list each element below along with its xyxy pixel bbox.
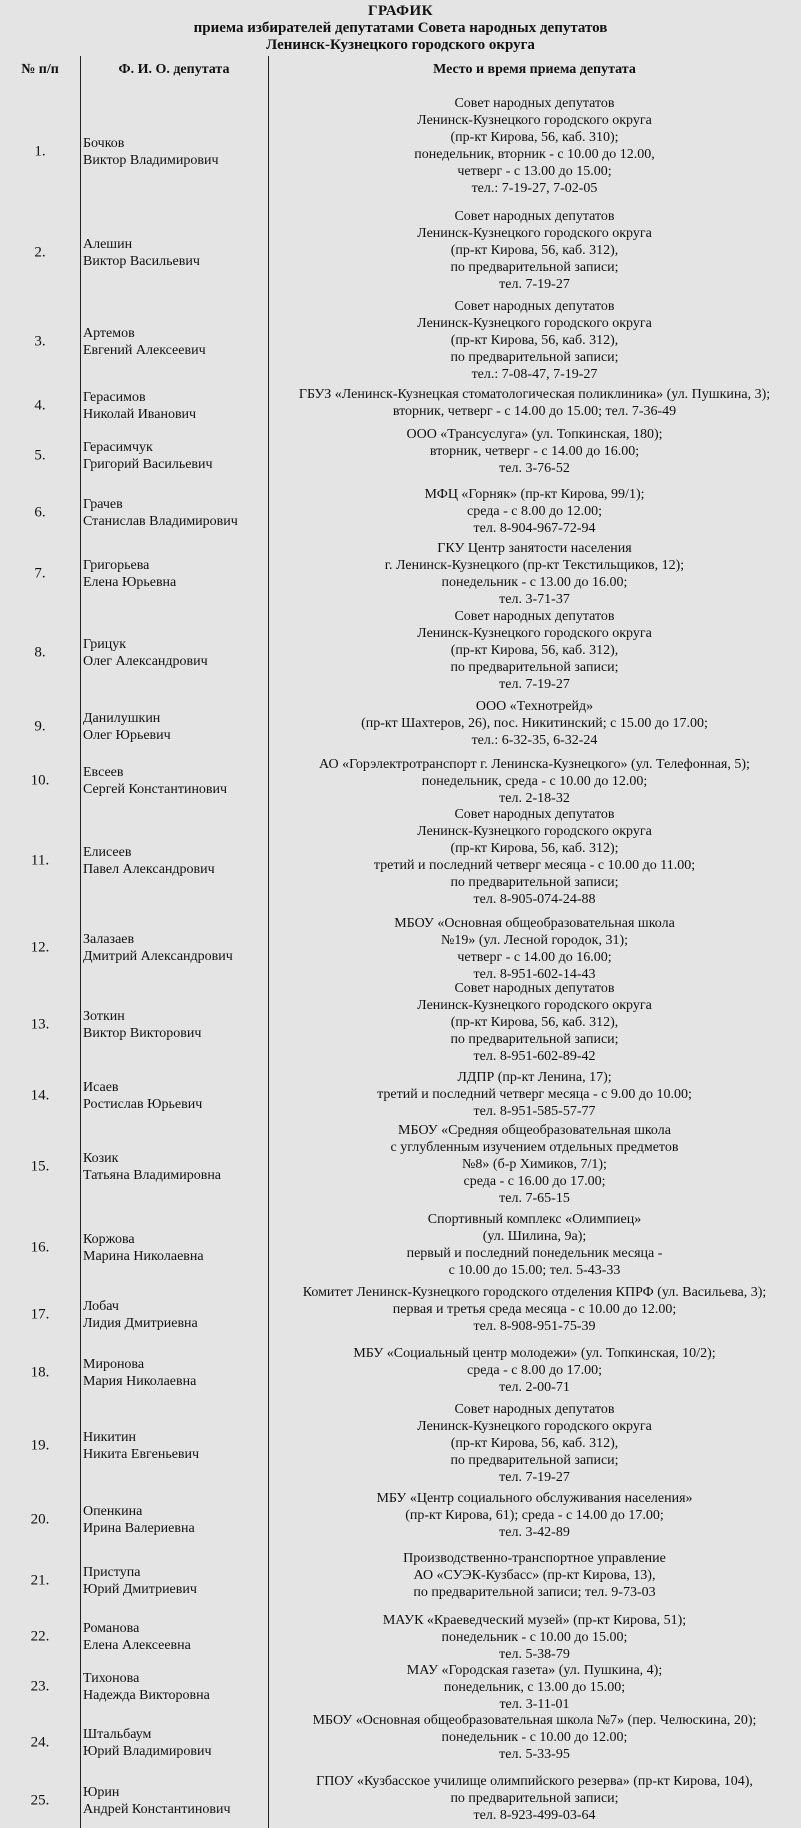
- row-number: 8.: [34, 644, 46, 661]
- reception-place-time: [268, 980, 801, 1065]
- deputy-name: [80, 710, 271, 744]
- row-number: 15.: [30, 1158, 50, 1174]
- deputy-name: [80, 389, 271, 423]
- reception-detail-line: МБОУ «Основная общеобразовательная школа №7» (пер. Челюскина, 20);: [312, 1713, 757, 1728]
- reception-detail-line: МБОУ «Средняя общеобразовательная школа: [398, 1123, 671, 1138]
- reception-detail-line: Совет народных депутатов: [454, 981, 615, 996]
- deputy-name: [80, 1429, 271, 1463]
- reception-detail-line: по предварительной записи; тел. 9-73-03: [413, 1585, 656, 1600]
- deputy-given-names: Виктор Викторович: [83, 1025, 202, 1041]
- deputy-given-names: Елена Алексеевна: [83, 1638, 191, 1653]
- deputy-name: [80, 1726, 271, 1760]
- reception-detail-line: тел. 7-65-15: [499, 1191, 570, 1206]
- reception-detail-line: (пр-кт Кирова, 56, каб. 312),: [450, 333, 619, 348]
- deputy-name: [80, 1231, 271, 1265]
- row-number: 18.: [30, 1364, 50, 1381]
- row-number: 25.: [30, 1792, 50, 1808]
- deputy-name: [80, 636, 271, 670]
- row-number: 20.: [30, 1511, 50, 1528]
- reception-place-time: [268, 540, 801, 608]
- deputy-surname: Грачев: [83, 497, 123, 512]
- deputy-surname: Романова: [83, 1621, 140, 1636]
- reception-detail-line: тел. 8-923-499-03-64: [473, 1808, 596, 1823]
- deputy-surname: Бочков: [83, 135, 125, 151]
- deputy-given-names: Марина Николаевна: [83, 1248, 204, 1264]
- row-number: 6.: [34, 504, 46, 521]
- reception-detail-line: понедельник, среда - с 10.00 до 12.00;: [421, 774, 648, 789]
- reception-detail-line: ГБУЗ «Ленинск-Кузнецкая стоматологическая поликлиника» (ул. Пушкина, 3);: [298, 387, 771, 402]
- reception-detail-line: (ул. Шилина, 9а);: [482, 1229, 587, 1244]
- table-row: [0, 95, 801, 208]
- deputy-given-names: Станислав Владимирович: [83, 514, 238, 529]
- reception-place-time: [268, 1773, 801, 1824]
- deputy-name: [80, 1150, 271, 1184]
- deputy-given-names: Дмитрий Александрович: [83, 948, 233, 964]
- deputy-surname: Опенкина: [83, 1504, 143, 1519]
- reception-detail-line: тел. 3-76-52: [499, 461, 570, 476]
- column-header-name: Ф. И. О. депутата: [118, 62, 230, 77]
- reception-place-time: [268, 208, 801, 293]
- reception-detail-line: Совет народных депутатов: [454, 1402, 615, 1417]
- reception-detail-line: тел. 7-19-27: [499, 677, 570, 692]
- reception-place-time: [268, 1211, 801, 1279]
- deputy-name: [80, 439, 271, 473]
- reception-detail-line: Ленинск-Кузнецкого городского округа: [417, 226, 652, 241]
- reception-detail-line: понедельник, вторник - с 10.00 до 12.00,: [414, 147, 655, 162]
- row-number: 11.: [30, 852, 50, 868]
- reception-place-time: [268, 298, 801, 383]
- reception-detail-line: тел. 3-42-89: [499, 1525, 570, 1540]
- reception-detail-line: с 10.00 до 15.00; тел. 5-43-33: [448, 1263, 621, 1278]
- deputy-surname: Юрин: [83, 1784, 120, 1800]
- reception-detail-line: (пр-кт Кирова, 56, каб. 312),: [450, 1015, 619, 1030]
- reception-detail-line: тел. 2-00-71: [499, 1380, 570, 1395]
- table-row: [0, 1662, 801, 1712]
- deputy-given-names: Ирина Валериевна: [83, 1521, 195, 1536]
- row-number: 16.: [30, 1239, 50, 1255]
- reception-detail-line: тел. 5-38-79: [499, 1647, 570, 1662]
- table-row: [0, 208, 801, 298]
- reception-detail-line: ГПОУ «Кузбасское училище олимпийского резерва» (пр-кт Кирова, 104),: [316, 1774, 753, 1789]
- reception-detail-line: по предварительной записи;: [450, 1032, 619, 1047]
- table-row: [0, 1773, 801, 1828]
- document-subtitle-1: приема избирателей депутатами Совета народных депутатов: [193, 20, 608, 36]
- reception-detail-line: Комитет Ленинск-Кузнецкого городского отделения КПРФ (ул. Васильева, 3);: [302, 1285, 767, 1300]
- row-number: 14.: [30, 1087, 50, 1103]
- deputy-name: [80, 496, 271, 530]
- reception-detail-line: №19» (ул. Лесной городок, 31);: [440, 933, 629, 948]
- reception-detail-line: МБОУ «Основная общеобразовательная школа: [394, 916, 675, 931]
- reception-detail-line: четверг - с 13.00 до 15.00;: [457, 164, 612, 179]
- deputy-surname: Коржова: [83, 1231, 135, 1247]
- table-row: [0, 1612, 801, 1662]
- deputy-name: [80, 1784, 271, 1818]
- deputy-given-names: Сергей Константинович: [83, 782, 228, 797]
- table-row: [0, 915, 801, 980]
- reception-detail-line: по предварительной записи;: [450, 260, 619, 275]
- table-row: [0, 386, 801, 426]
- deputy-name: [80, 557, 271, 591]
- deputy-given-names: Елена Юрьевна: [83, 575, 177, 590]
- reception-place-time: [268, 386, 801, 420]
- row-number: 21.: [30, 1572, 50, 1589]
- deputy-given-names: Григорий Васильевич: [83, 457, 213, 472]
- row-number: 10.: [30, 772, 50, 789]
- column-header-number: № п/п: [21, 62, 59, 77]
- row-number: 12.: [30, 939, 50, 955]
- reception-detail-line: АО «Горэлектротранспорт г. Ленинска-Кузнецкого» (ул. Телефонная, 5);: [319, 757, 750, 772]
- reception-detail-line: ООО «Трансуслуга» (ул. Топкинская, 180);: [406, 427, 663, 442]
- reception-detail-line: тел. 7-19-27: [499, 277, 570, 292]
- reception-detail-line: тел. 8-908-951-75-39: [473, 1319, 596, 1334]
- row-number: 23.: [30, 1678, 50, 1695]
- deputy-given-names: Виктор Владимирович: [83, 152, 219, 168]
- table-row: [0, 756, 801, 806]
- reception-detail-line: тел.: 7-08-47, 7-19-27: [471, 367, 598, 382]
- reception-detail-line: Совет народных депутатов: [454, 609, 615, 624]
- table-row: [0, 608, 801, 698]
- reception-detail-line: тел.: 7-19-27, 7-02-05: [471, 181, 598, 196]
- row-number: 19.: [30, 1437, 50, 1453]
- reception-detail-line: (пр-кт Шахтеров, 26), пос. Никитинский; с 15.00 до 17.00;: [361, 716, 708, 731]
- table-row: [0, 1211, 801, 1284]
- reception-detail-line: среда - с 8.00 до 12.00;: [467, 504, 602, 519]
- reception-detail-line: №8» (б-р Химиков, 7/1);: [462, 1157, 607, 1172]
- reception-detail-line: Ленинск-Кузнецкого городского округа: [417, 1419, 652, 1434]
- deputy-given-names: Николай Иванович: [83, 407, 197, 422]
- reception-detail-line: (пр-кт Кирова, 61); среда - с 14.00 до 17.00;: [405, 1508, 664, 1523]
- row-number: 13.: [30, 1016, 50, 1032]
- reception-detail-line: тел. 2-18-32: [499, 791, 570, 806]
- reception-detail-line: тел. 8-904-967-72-94: [473, 521, 596, 536]
- deputy-name: [80, 931, 271, 965]
- reception-detail-line: Ленинск-Кузнецкого городского округа: [417, 113, 652, 128]
- reception-detail-line: третий и последний четверг месяца - с 10.00 до 11.00;: [373, 858, 696, 873]
- table-row: [0, 1345, 801, 1401]
- reception-detail-line: тел. 5-33-95: [499, 1747, 570, 1762]
- deputy-surname: Артемов: [83, 326, 135, 341]
- table-row: [0, 1490, 801, 1550]
- deputy-surname: Грицук: [83, 637, 126, 652]
- reception-detail-line: тел. 3-71-37: [499, 592, 570, 607]
- deputy-name: [80, 325, 271, 359]
- deputy-given-names: Никита Евгеньевич: [83, 1446, 200, 1462]
- deputy-given-names: Ростислав Юрьевич: [83, 1096, 203, 1112]
- deputy-given-names: Виктор Васильевич: [83, 254, 200, 269]
- reception-detail-line: МБУ «Социальный центр молодежи» (ул. Топкинская, 10/2);: [353, 1346, 716, 1361]
- deputy-name: [80, 1079, 271, 1113]
- reception-detail-line: по предварительной записи;: [450, 1453, 619, 1468]
- reception-detail-line: МФЦ «Горняк» (пр-кт Кирова, 99/1);: [424, 487, 645, 502]
- row-number: 4.: [34, 397, 46, 414]
- reception-detail-line: г. Ленинск-Кузнецкого (пр-кт Текстильщиков, 12);: [384, 558, 685, 573]
- row-number: 3.: [34, 333, 46, 350]
- deputy-name: [80, 764, 271, 798]
- reception-detail-line: среда - с 8.00 до 17.00;: [467, 1363, 602, 1378]
- reception-detail-line: третий и последний четверг месяца - с 9.00 до 10.00;: [377, 1087, 692, 1102]
- reception-detail-line: МАУ «Городская газета» (ул. Пушкина, 4);: [406, 1663, 663, 1678]
- deputy-surname: Никитин: [83, 1429, 136, 1445]
- table-row: [0, 1122, 801, 1211]
- deputy-surname: Алешин: [83, 237, 133, 252]
- reception-detail-line: Совет народных депутатов: [454, 299, 615, 314]
- deputy-surname: Григорьева: [83, 558, 150, 573]
- document-header: [0, 0, 801, 54]
- deputy-given-names: Юрий Дмитриевич: [83, 1582, 197, 1597]
- reception-detail-line: (пр-кт Кирова, 56, каб. 312);: [450, 841, 619, 856]
- reception-detail-line: (пр-кт Кирова, 56, каб. 312),: [450, 243, 619, 258]
- deputy-given-names: Мария Николаевна: [83, 1374, 197, 1389]
- deputy-given-names: Олег Александрович: [83, 654, 208, 669]
- reception-detail-line: Ленинск-Кузнецкого городского округа: [417, 824, 652, 839]
- reception-detail-line: понедельник - с 10.00 до 15.00;: [441, 1630, 628, 1645]
- reception-detail-line: по предварительной записи;: [450, 1791, 619, 1806]
- deputy-surname: Штальбаум: [83, 1726, 152, 1742]
- deputy-surname: Евсеев: [83, 765, 124, 780]
- table-row: [0, 426, 801, 486]
- row-number: 2.: [34, 244, 46, 261]
- reception-detail-line: МБУ «Центр социального обслуживания населения»: [376, 1491, 693, 1506]
- row-number: 7.: [34, 565, 46, 582]
- document-subtitle-2: Ленинск-Кузнецкого городского округа: [266, 37, 535, 53]
- row-number: 9.: [34, 718, 46, 735]
- reception-detail-line: Ленинск-Кузнецкого городского округа: [417, 626, 652, 641]
- reception-detail-line: первая и третья среда месяца - с 10.00 до 12.00;: [392, 1302, 677, 1317]
- reception-place-time: [268, 95, 801, 197]
- deputy-name: [80, 1298, 271, 1332]
- reception-place-time: [268, 608, 801, 693]
- reception-place-time: [268, 915, 801, 983]
- reception-detail-line: понедельник, с 13.00 до 15.00;: [443, 1680, 626, 1695]
- row-number: 1.: [34, 143, 46, 159]
- table-row: [0, 486, 801, 540]
- reception-place-time: [268, 426, 801, 477]
- reception-detail-line: тел. 8-951-602-89-42: [473, 1049, 596, 1064]
- reception-detail-line: ООО «Технотрейд»: [475, 699, 594, 714]
- deputy-surname: Герасимов: [83, 390, 146, 405]
- reception-detail-line: ГКУ Центр занятости населения: [437, 541, 632, 556]
- reception-place-time: [268, 1284, 801, 1335]
- reception-detail-line: Производственно-транспортное управление: [403, 1551, 666, 1566]
- reception-detail-line: вторник, четверг - с 14.00 до 15.00; тел. 7-36-49: [392, 404, 677, 419]
- deputy-given-names: Павел Александрович: [83, 861, 215, 877]
- reception-detail-line: тел.: 6-32-35, 6-32-24: [471, 733, 598, 748]
- reception-detail-line: среда - с 16.00 до 17.00;: [463, 1174, 606, 1189]
- deputy-name: [80, 1670, 271, 1704]
- deputy-given-names: Надежда Викторовна: [83, 1688, 210, 1703]
- deputy-surname: Козик: [83, 1150, 119, 1166]
- deputy-given-names: Лидия Дмитриевна: [83, 1315, 198, 1331]
- table-row: [0, 698, 801, 756]
- reception-detail-line: МАУК «Краеведческий музей» (пр-кт Кирова, 51);: [382, 1613, 687, 1628]
- reception-place-time: [268, 1401, 801, 1486]
- reception-place-time: [268, 756, 801, 807]
- deputy-name: [80, 135, 271, 169]
- table-row: [0, 1712, 801, 1773]
- reception-detail-line: АО «СУЭК-Кузбасс» (пр-кт Кирова, 13),: [413, 1568, 656, 1583]
- deputy-surname: Исаев: [83, 1079, 119, 1095]
- reception-detail-line: Совет народных депутатов: [454, 209, 615, 224]
- reception-detail-line: Совет народных депутатов: [454, 807, 615, 822]
- reception-detail-line: (пр-кт Кирова, 56, каб. 312),: [450, 643, 619, 658]
- reception-place-time: [268, 1345, 801, 1396]
- reception-place-time: [268, 1612, 801, 1663]
- document-title: ГРАФИК: [367, 3, 434, 19]
- reception-detail-line: Ленинск-Кузнецкого городского округа: [417, 316, 652, 331]
- deputy-name: [80, 1503, 271, 1537]
- reception-place-time: [268, 1662, 801, 1713]
- reception-detail-line: вторник, четверг - с 14.00 до 16.00;: [429, 444, 640, 459]
- deputy-surname: Тихонова: [83, 1671, 140, 1686]
- table-row: [0, 1284, 801, 1345]
- reception-detail-line: тел. 8-951-585-57-77: [473, 1104, 596, 1119]
- reception-place-time: [268, 806, 801, 908]
- reception-detail-line: первый и последний понедельник месяца -: [406, 1246, 663, 1261]
- reception-place-time: [268, 1490, 801, 1541]
- reception-detail-line: (пр-кт Кирова, 56, каб. 312),: [450, 1436, 619, 1451]
- deputy-given-names: Олег Юрьевич: [83, 728, 171, 743]
- reception-detail-line: понедельник - с 13.00 до 16.00;: [441, 575, 628, 590]
- reception-detail-line: тел. 3-11-01: [499, 1697, 570, 1712]
- reception-place-time: [268, 486, 801, 537]
- deputy-given-names: Андрей Константинович: [83, 1801, 231, 1817]
- table-row: [0, 298, 801, 386]
- reception-detail-line: по предварительной записи;: [450, 350, 619, 365]
- deputy-surname: Лобач: [83, 1298, 119, 1314]
- row-number: 5.: [34, 447, 46, 464]
- reception-place-time: [268, 1069, 801, 1120]
- table-row: [0, 1401, 801, 1490]
- deputy-name: [80, 1564, 271, 1598]
- deputy-given-names: Татьяна Владимировна: [83, 1167, 222, 1183]
- row-number: 17.: [30, 1306, 50, 1322]
- table-row: [0, 806, 801, 915]
- reception-place-time: [268, 1122, 801, 1207]
- deputy-name: [80, 844, 271, 878]
- table-row: [0, 980, 801, 1069]
- deputy-surname: Миронова: [83, 1357, 145, 1372]
- table-row: [0, 1550, 801, 1612]
- reception-detail-line: тел. 7-19-27: [499, 1470, 570, 1485]
- deputy-surname: Зоткин: [83, 1008, 125, 1024]
- reception-detail-line: Спортивный комплекс «Олимпиец»: [427, 1212, 642, 1227]
- reception-detail-line: Совет народных депутатов: [454, 96, 615, 111]
- reception-detail-line: понедельник - с 10.00 до 12.00;: [441, 1730, 628, 1745]
- deputy-name: [80, 1356, 271, 1390]
- column-header-place: Место и время приема депутата: [433, 62, 636, 77]
- reception-detail-line: ЛДПР (пр-кт Ленина, 17);: [457, 1070, 612, 1085]
- deputy-surname: Данилушкин: [83, 711, 161, 726]
- deputy-name: [80, 236, 271, 270]
- row-number: 22.: [30, 1628, 50, 1645]
- reception-place-time: [268, 1712, 801, 1763]
- reception-detail-line: Ленинск-Кузнецкого городского округа: [417, 998, 652, 1013]
- deputy-surname: Приступа: [83, 1565, 141, 1580]
- reception-detail-line: по предварительной записи;: [450, 660, 619, 675]
- reception-detail-line: по предварительной записи;: [450, 875, 619, 890]
- reception-detail-line: с углубленным изучением отдельных предметов: [390, 1140, 679, 1155]
- deputy-name: [80, 1008, 271, 1042]
- reception-place-time: [268, 698, 801, 749]
- reception-detail-line: четверг - с 14.00 до 16.00;: [457, 950, 612, 965]
- reception-detail-line: тел. 8-905-074-24-88: [473, 892, 596, 907]
- deputy-name: [80, 1620, 271, 1654]
- table-row: [0, 540, 801, 608]
- reception-detail-line: (пр-кт Кирова, 56, каб. 310);: [450, 130, 619, 145]
- reception-detail-line: тел. 8-951-602-14-43: [473, 967, 596, 982]
- deputy-given-names: Юрий Владимирович: [83, 1743, 212, 1759]
- deputy-given-names: Евгений Алексеевич: [83, 343, 206, 358]
- deputy-surname: Герасимчук: [83, 440, 153, 455]
- deputy-surname: Елисеев: [83, 844, 132, 860]
- deputy-surname: Залазаев: [83, 931, 135, 947]
- table-row: [0, 1069, 801, 1122]
- row-number: 24.: [30, 1734, 50, 1750]
- reception-place-time: [268, 1550, 801, 1601]
